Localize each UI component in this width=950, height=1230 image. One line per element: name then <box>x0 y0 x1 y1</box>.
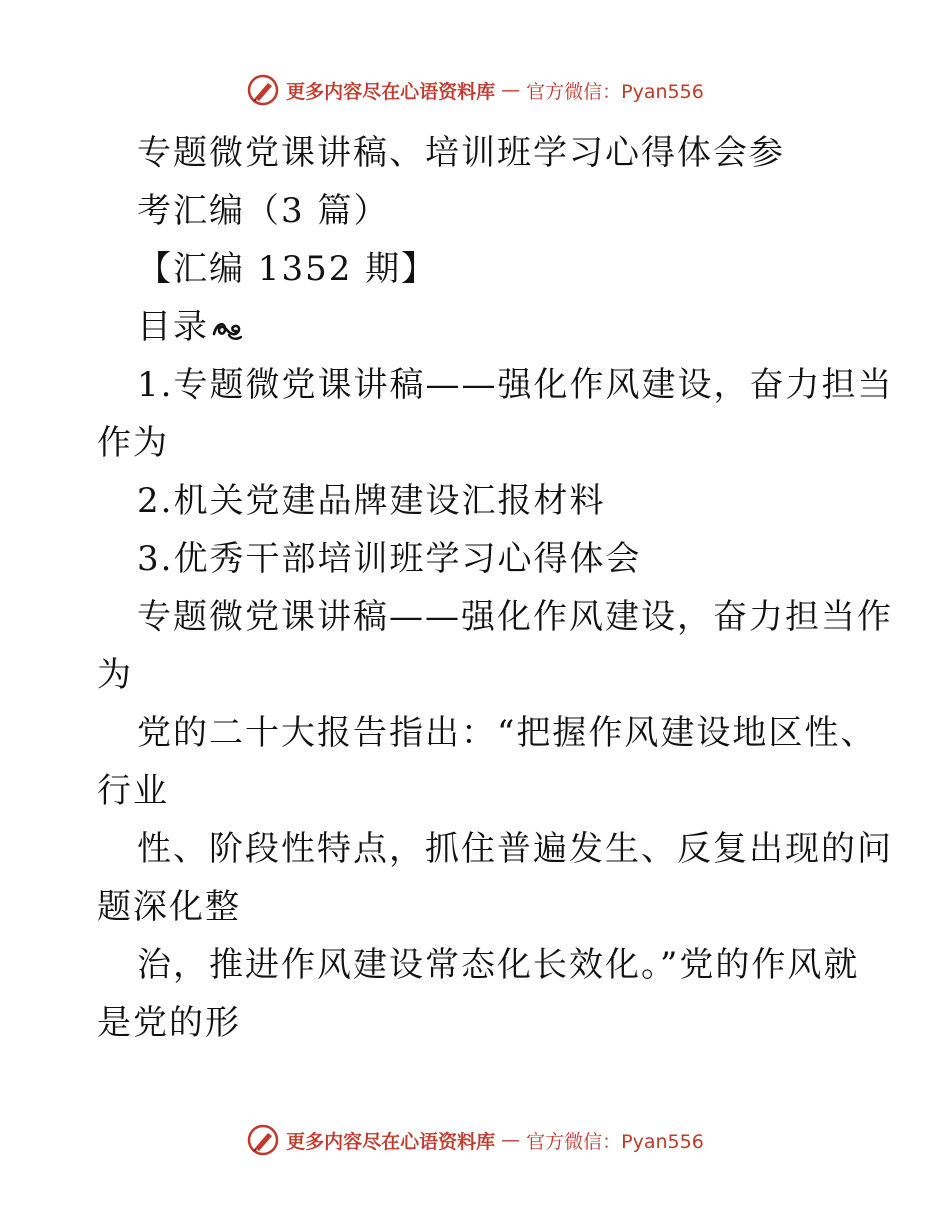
body-line-6: 是党的形 <box>97 1003 241 1043</box>
body-line-1: 党的二十大报告指出：“把握作风建设地区性、 <box>137 713 877 753</box>
toc-item-1: 1.专题微党课讲稿——强化作风建设，奋力担当 <box>137 365 894 405</box>
pen-logo-icon <box>246 73 280 107</box>
footer-banner <box>0 1120 950 1160</box>
body-line-3: 性、阶段性特点，抓住普遍发生、反复出现的问 <box>137 829 893 869</box>
banner-title: 更多内容尽在心语资料库 <box>286 1130 496 1153</box>
section-heading-cont: 为 <box>97 655 133 695</box>
toc-item-1-cont: 作为 <box>97 423 169 463</box>
toc-item-2: 2.机关党建品牌建设汇报材料 <box>137 481 606 521</box>
doc-issue-number: 【汇编 1352 期】 <box>137 249 438 289</box>
doc-title-line-1: 专题微党课讲稿、培训班学习心得体会参 <box>137 133 785 173</box>
banner-dash: — <box>501 1129 521 1151</box>
banner-dash: — <box>501 79 521 101</box>
body-line-2: 行业 <box>97 771 169 811</box>
toc-item-3: 3.优秀干部培训班学习心得体会 <box>137 539 642 579</box>
document-body <box>97 124 894 1052</box>
doc-title-line-2: 考汇编（3 篇） <box>137 191 390 231</box>
pen-logo-icon <box>246 1123 280 1157</box>
fleuron-icon <box>211 314 245 344</box>
banner-wechat: 官方微信：Pyan556 <box>526 1130 704 1153</box>
toc-heading: 目录 <box>137 307 209 347</box>
body-line-5: 治，推进作风建设常态化长效化。”党的作风就 <box>137 945 860 985</box>
header-banner <box>0 70 950 110</box>
toc-heading-line <box>97 298 857 356</box>
section-heading: 专题微党课讲稿——强化作风建设，奋力担当作 <box>137 597 893 637</box>
body-line-4: 题深化整 <box>97 887 241 927</box>
banner-wechat: 官方微信：Pyan556 <box>526 80 704 103</box>
banner-title: 更多内容尽在心语资料库 <box>286 80 496 103</box>
